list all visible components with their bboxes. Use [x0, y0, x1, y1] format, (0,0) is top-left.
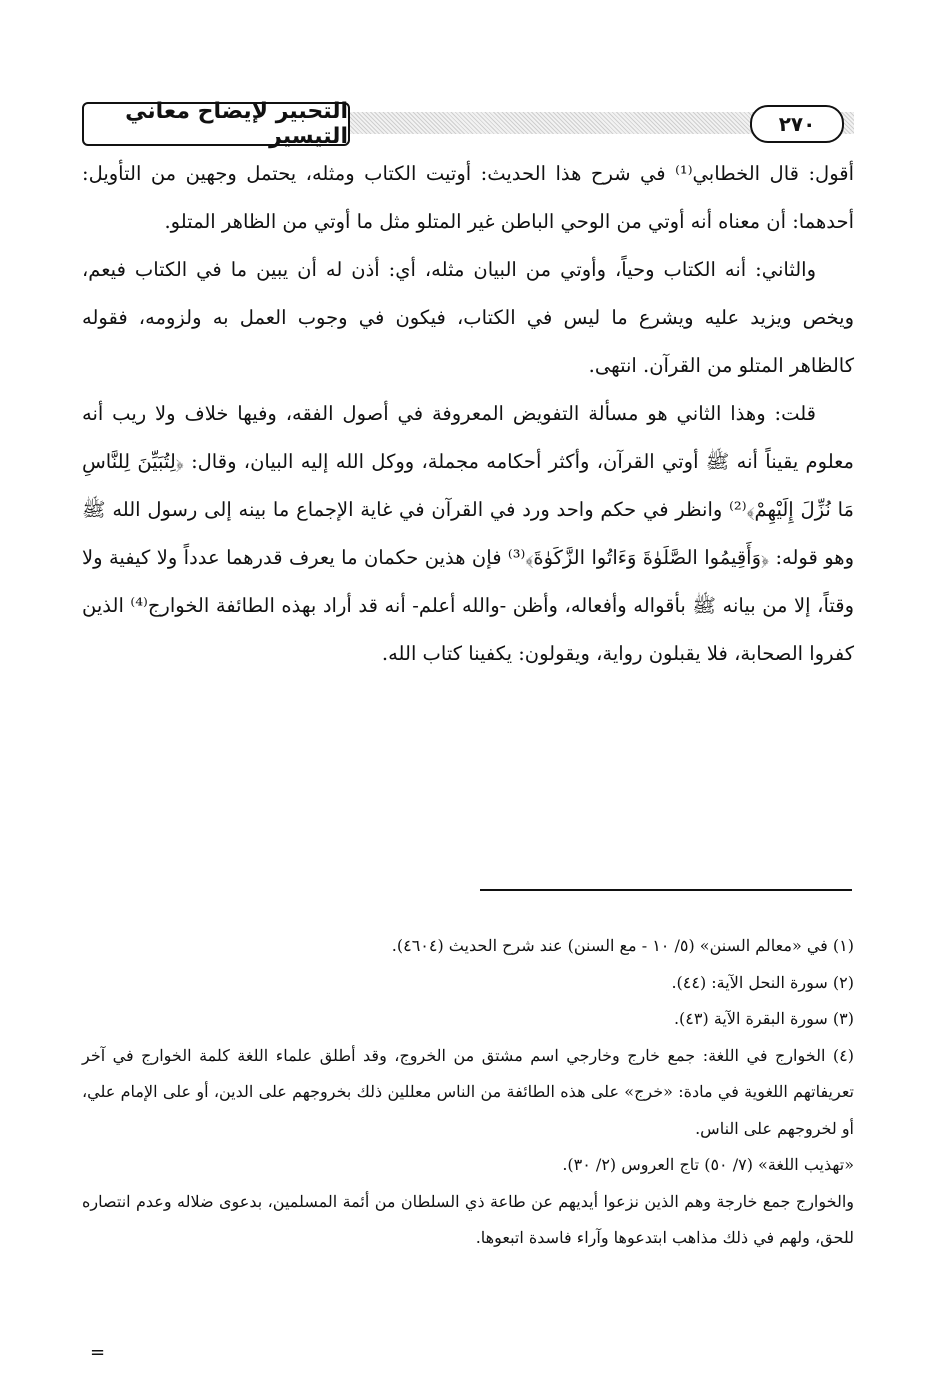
footnote-4-continued: والخوارج جمع خارجة وهم الذين نزعوا أيديهم عن طاعة ذي السلطان من أئمة المسلمين، بدعوى ضلاله وعدم انتصاره للحق، ولهم في ذلك مذاهب ابتدعوها وآراء فاسدة اتبعوها. — [82, 1191, 854, 1247]
page-number: ٢٧٠ — [750, 105, 844, 143]
paragraph-3: قلت: وهذا الثاني هو مسألة التفويض المعروفة في أصول الفقه، وفيها خلاف ولا ريب أنه معلوم يقيناً أنه ﷺ أوتي القرآن، وأكثر أحكامه مجملة، ووكل الله إليه البيان، وقال: ﴿لِتُبَيِّنَ لِلنَّاسِ مَا نُزِّلَ إِلَيْهِمْ﴾⁽²⁾ وانظر في حكم واحد ورد في القرآن في غاية الإجماع ما بينه إلى رسول الله ﷺ وهو قوله: ﴿وَأَقِيمُوا الصَّلَوٰةَ وَءَاتُوا الزَّكَوٰةَ﴾⁽³⁾ فإن هذين حكمان ما يعرف قدرهما عدداً ولا كيفية ولا وقتاً، إلا من بيانه ﷺ بأقواله وأفعاله، وأظن -والله أعلم- أنه قد أراد بهذه الطائفة الخوارج⁽⁴⁾ الذين كفروا الصحابة، فلا يقبلون رواية، ويقولون: يكفينا كتاب الله. — [82, 402, 855, 665]
footnote-2: (٢) سورة النحل الآية: (٤٤). — [671, 972, 854, 992]
footnotes — [82, 928, 854, 1257]
paragraph-1: أقول: قال الخطابي⁽¹⁾ في شرح هذا الحديث: أوتيت الكتاب ومثله، يحتمل وجهين من التأويل: أحدهما: أن معناه أنه أوتي من الوحي الباطن غير المتلو مثل ما أوتي من الظاهر المتلو. — [82, 162, 855, 233]
main-text — [82, 150, 854, 678]
running-title: التحبير لإيضاح معاني التيسير — [82, 102, 350, 146]
footnote-4: (٤) الخوارج في اللغة: جمع خارج وخارجي اسم مشتق من الخروج، وقد أطلق علماء اللغة كلمة الخوارج في آخر تعريفاتهم اللغوية في مادة: «خرج» على هذه الطائفة من الناس معللين ذلك بخروجهم على الدين، أو على الإمام علي، أو لخروجهم على الناس. — [82, 1045, 854, 1138]
footnote-1: (١) في «معالم السنن» (٥/ ١٠ - مع السنن) عند شرح الحديث (٤٦٠٤). — [391, 936, 854, 955]
footnote-separator — [480, 889, 852, 891]
continuation-mark: = — [90, 1342, 106, 1363]
page-header — [82, 99, 854, 149]
footnote-3: (٣) سورة البقرة الآية (٤٣). — [673, 1009, 854, 1028]
paragraph-2: والثاني: أنه الكتاب وحياً، وأوتي من البيان مثله، أي: أذن له أن يبين ما في الكتاب فيعم، ويخص ويزيد عليه ويشرع ما ليس في الكتاب، فيكون في وجوب العمل به ولزومه، فقوله كالظاهر المتلو من القرآن. انتهى. — [82, 258, 854, 377]
footnote-4-source: «تهذيب اللغة» (٧/ ٥٠) تاج العروس (٢/ ٣٠). — [562, 1155, 854, 1174]
